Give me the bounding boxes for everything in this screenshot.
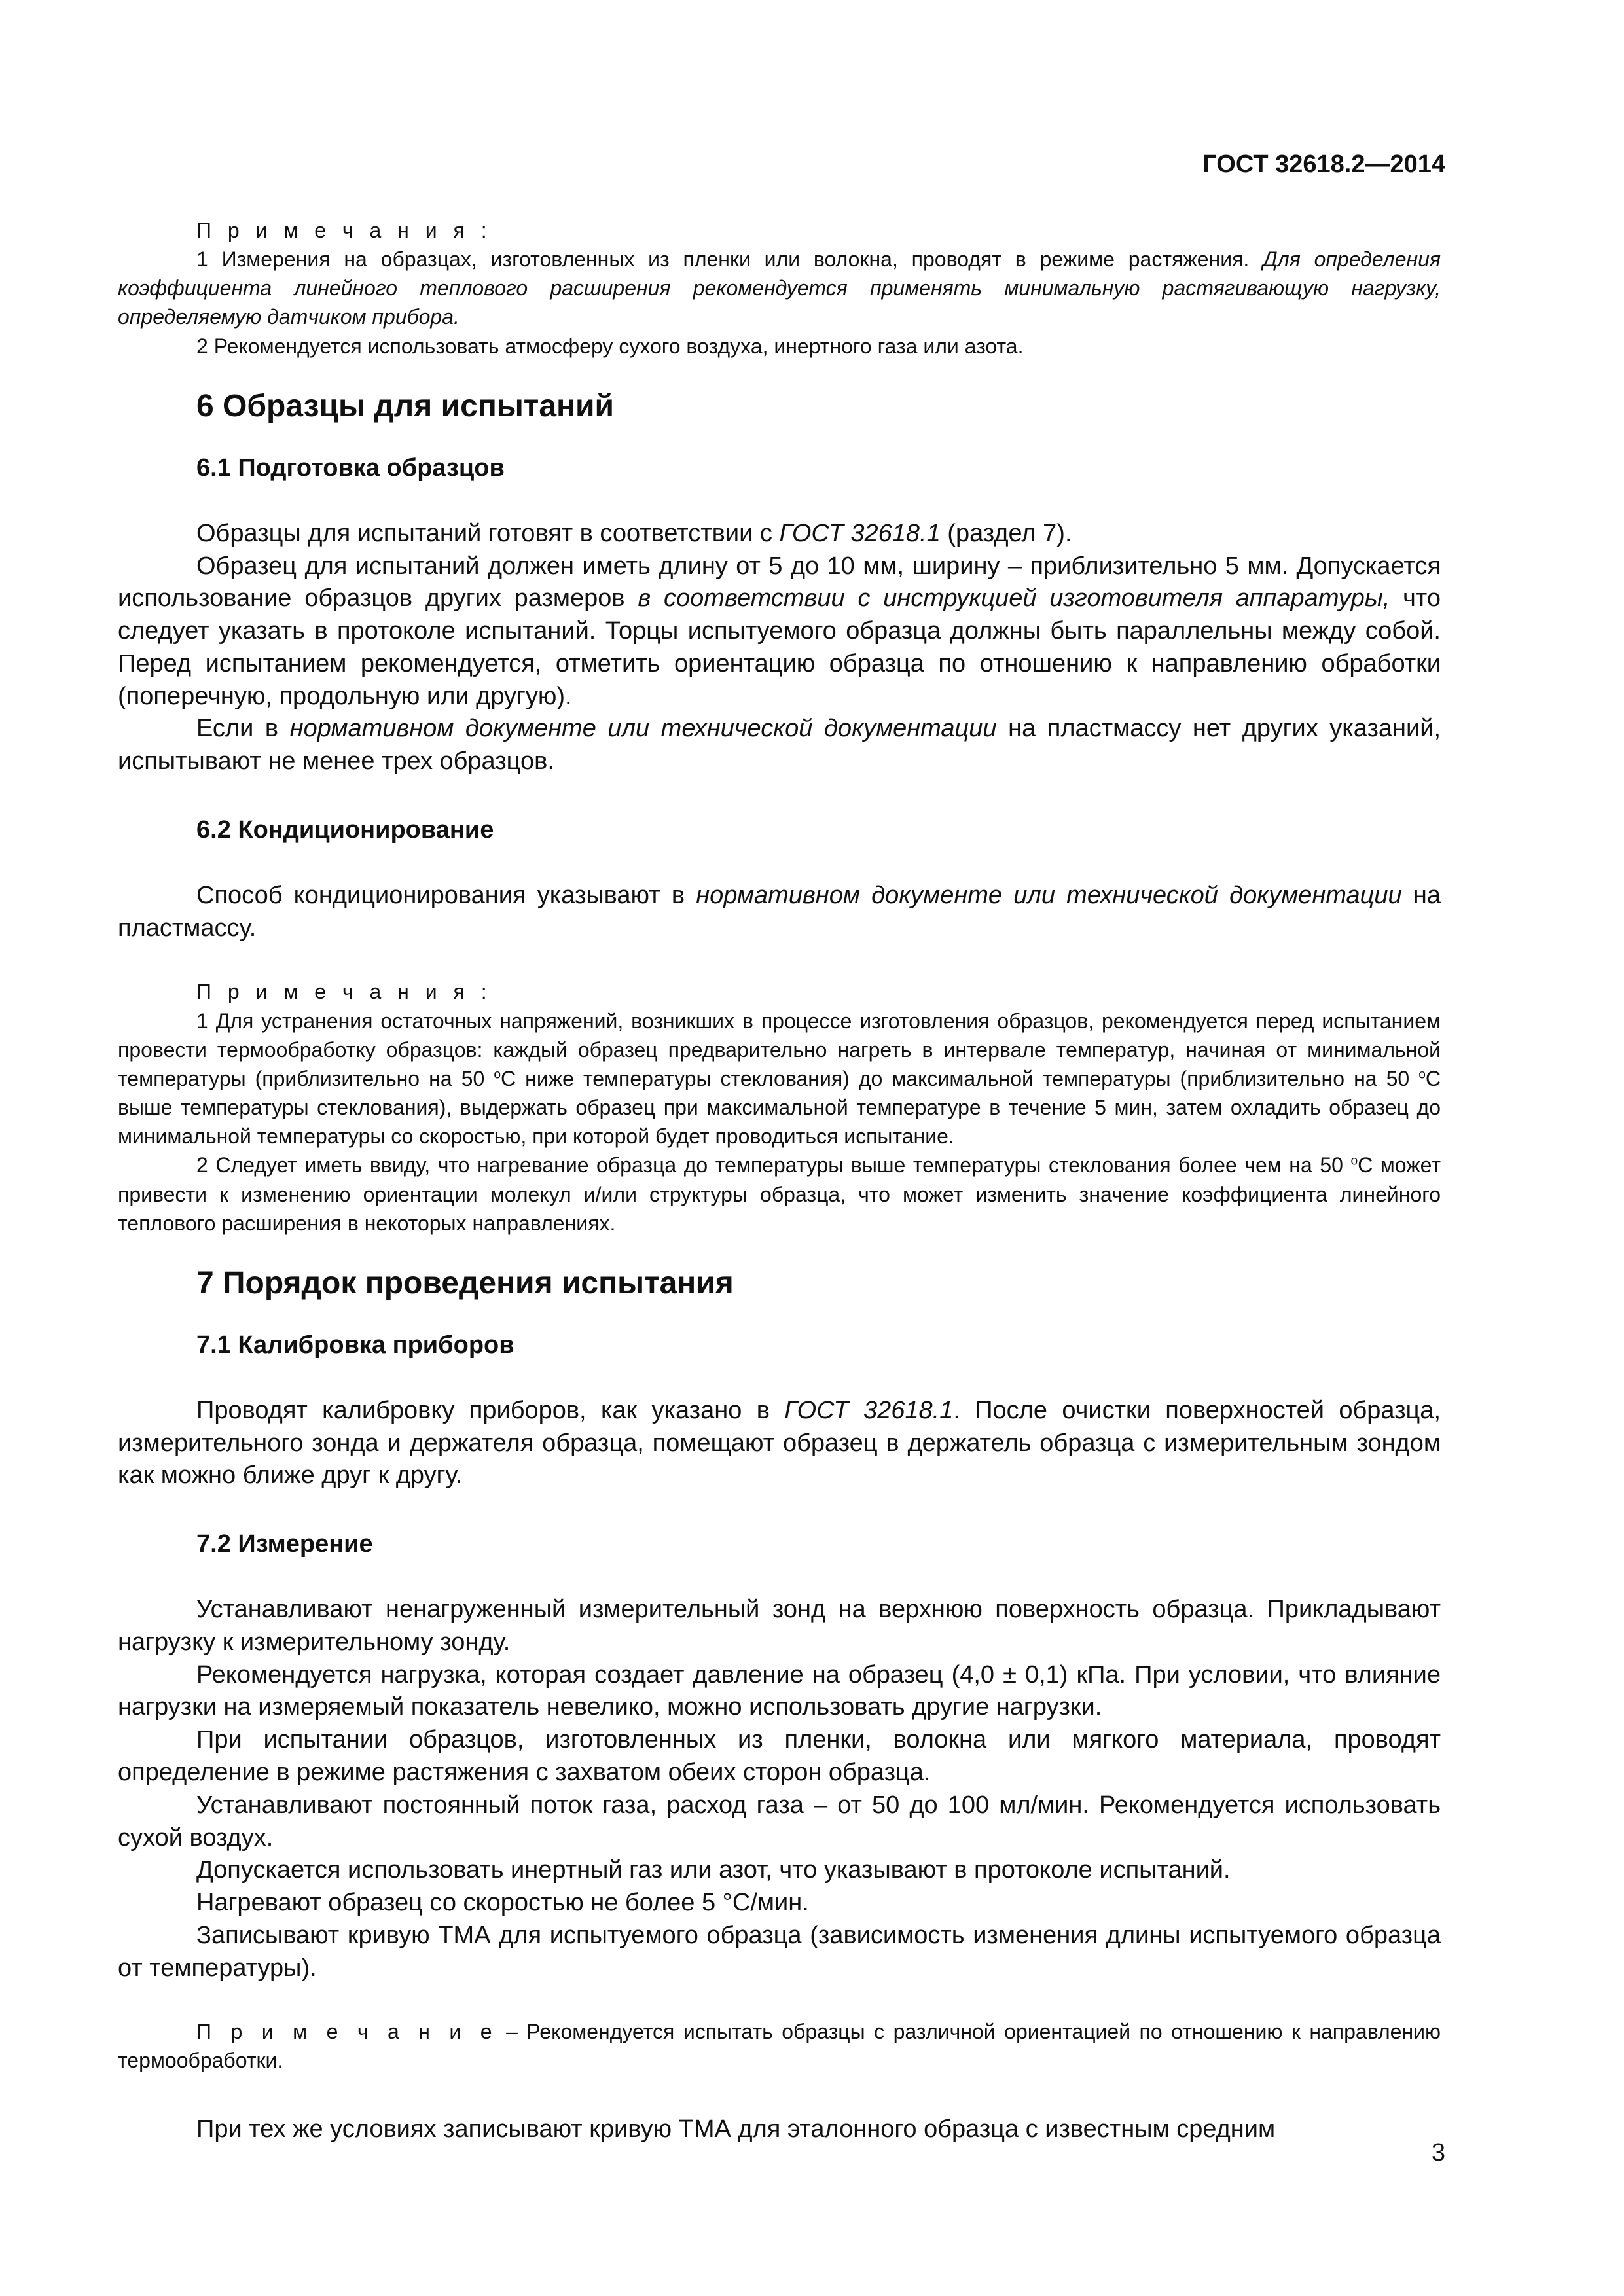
notes-block-1 xyxy=(118,216,1441,361)
section-title: 7 Порядок проведения испытания xyxy=(196,1265,734,1300)
paragraph-text: Если в xyxy=(196,715,290,743)
document-body xyxy=(118,216,1441,2145)
note-item-1 xyxy=(118,1007,1441,1151)
paragraph xyxy=(118,1395,1441,1492)
paragraph-text: Образцы для испытаний готовят в соответствии с xyxy=(196,519,780,547)
subsection-title: 6.1 Подготовка образцов xyxy=(196,454,505,482)
notes-label: П р и м е ч а н и я : xyxy=(196,980,492,1004)
paragraph: Рекомендуется нагрузка, которая создает давление на образец (4,0 ± 0,1) кПа. При условии, что влияние нагрузки на измеряемый показатель невелико, можно использовать другие нагрузки. xyxy=(118,1660,1441,1721)
paragraph-italic-text: в соответствии с инструкцией изготовителя аппаратуры, xyxy=(638,584,1390,613)
note-italic-text: Для определения коэффициента линейного теплового расширения рекомендуется применять минимальную растягивающую нагрузку, определяемую датчиком прибора. xyxy=(118,247,1441,329)
paragraph-text: на пластмассу нет других указаний, испытывают не менее трех образцов. xyxy=(118,715,1441,776)
note-text: – Рекомендуется испытать образцы с различной ориентацией по отношению к направлению термообработки. xyxy=(118,2020,1441,2073)
note-text: 1 Для устранения остаточных напряжений, возникших в процессе изготовления образцов, рекомендуется перед испытанием провести термообработку образцов: каждый образец предварительно нагреть в интервале температур, начиная от минимальной температуры (приблизительно на 50 xyxy=(118,1009,1441,1090)
standard-reference: ГОСТ 32618.1 xyxy=(784,1396,954,1424)
paragraph: При тех же условиях записывают кривую ТМА для эталонного образца с известным средним xyxy=(196,2115,1276,2143)
paragraph-text: Проводят калибровку приборов, как указано в xyxy=(196,1396,785,1424)
degree-mark: о xyxy=(494,1067,501,1082)
note-item-2 xyxy=(118,1151,1441,1237)
paragraph-text: . После очистки поверхностей образца, измерительного зонда и держателя образца, помещают образец в держатель образца с измерительным зондом как можно ближе друг к другу. xyxy=(118,1396,1441,1490)
note-text: С выше температуры стеклования), выдержать образец при максимальной температуре в течение 5 мин, затем охладить образец до минимальной температуры со скоростью, при которой будет проводиться испытание. xyxy=(118,1066,1441,1149)
paragraph-text: что следует указать в протоколе испытаний. Торцы испытуемого образца должны быть параллельны между собой. Перед испытанием рекомендуется, отметить ориентацию образца по отношению к направлению обработки (поперечную, продольную или другую). xyxy=(118,584,1441,710)
note-text: 1 Измерения на образцах, изготовленных из пленки или волокна, проводят в режиме растяжения. xyxy=(196,247,1263,272)
section-title: 6 Образцы для испытаний xyxy=(196,388,615,423)
paragraph: Допускается использовать инертный газ или азот, что указывают в протоколе испытаний. xyxy=(196,1856,1231,1884)
paragraph: При испытании образцов, изготовленных из пленки, волокна или мягкого материала, проводят определение в режиме растяжения с захватом обеих сторон образца. xyxy=(118,1726,1441,1786)
paragraph-text: на пластмассу. xyxy=(118,881,1441,942)
subsection-title: 6.2 Кондиционирование xyxy=(196,816,494,844)
subsection-title: 7.1 Калибровка приборов xyxy=(196,1331,514,1359)
note-text: 2 Следует иметь ввиду, что нагревание образца до температуры выше температуры стеклования более чем на 50 xyxy=(196,1153,1351,1177)
degree-mark: о xyxy=(1350,1154,1358,1168)
paragraph xyxy=(118,713,1441,778)
inline-note xyxy=(118,2017,1441,2075)
paragraph xyxy=(118,518,1441,550)
paragraph: Устанавливают постоянный поток газа, расход газа – от 50 до 100 мл/мин. Рекомендуется использовать сухой воздух. xyxy=(118,1791,1441,1852)
paragraph-italic-text: нормативном документе или технической документации xyxy=(289,715,997,743)
paragraph-text: (раздел 7). xyxy=(940,519,1072,547)
paragraph-text: Способ кондиционирования указывают в xyxy=(196,881,696,909)
paragraph xyxy=(118,880,1441,945)
notes-block-2 xyxy=(118,977,1441,1237)
document-header: ГОСТ 32618.2—2014 xyxy=(1202,151,1445,178)
note-item-1 xyxy=(118,245,1441,331)
paragraph: Устанавливают ненагруженный измерительный зонд на верхнюю поверхность образца. Прикладывают нагрузку к измерительному зонду. xyxy=(118,1596,1441,1656)
note-text: С может привести к изменению ориентации молекул и/или структуры образца, что может изменить значение коэффициента линейного теплового расширения в некоторых направлениях. xyxy=(118,1153,1441,1235)
subsection-title: 7.2 Измерение xyxy=(196,1530,373,1558)
note-label: П р и м е ч а н и е xyxy=(196,2020,497,2044)
standard-reference: ГОСТ 32618.1 xyxy=(779,519,941,547)
paragraph-text: Образец для испытаний должен иметь длину от 5 до 10 мм, ширину – приблизительно 5 мм. Допускается использование образцов других размеров xyxy=(118,552,1441,613)
paragraph: Записывают кривую ТМА для испытуемого образца (зависимость изменения длины испытуемого образца от температуры). xyxy=(118,1921,1441,1982)
paragraph-italic-text: нормативном документе или технической документации xyxy=(696,881,1402,909)
degree-mark: о xyxy=(1418,1067,1426,1082)
note-item-2: 2 Рекомендуется использовать атмосферу сухого воздуха, инертного газа или азота. xyxy=(196,334,1024,358)
note-text: С ниже температуры стеклования) до максимальной температуры (приблизительно на 50 xyxy=(500,1066,1419,1090)
paragraph: Нагревают образец со скоростью не более 5 °С/мин. xyxy=(196,1889,809,1917)
page-number: 3 xyxy=(1431,2139,1445,2166)
notes-label: П р и м е ч а н и я : xyxy=(196,219,492,242)
paragraph xyxy=(118,550,1441,713)
